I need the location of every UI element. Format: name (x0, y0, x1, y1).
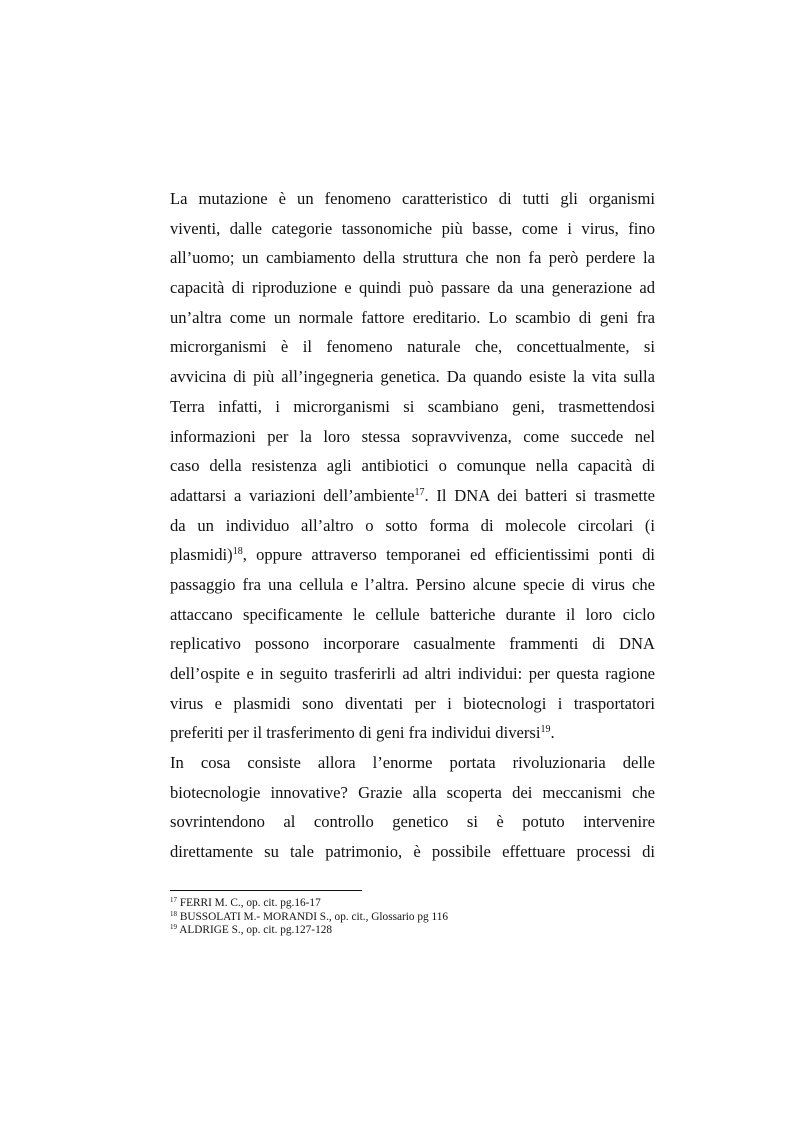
body-line: capacità di riproduzione e quindi può passare da una generazione ad (170, 278, 655, 298)
body-line-text: . Il DNA dei batteri si trasmette (424, 485, 655, 505)
body-line: viventi, dalle categorie tassonomiche più basse, come i virus, fino (170, 218, 655, 238)
body-line: dell’ospite e in seguito trasferirli ad altri individui: per questa ragione (170, 664, 655, 683)
body-line (170, 718, 655, 748)
body-line: attaccano specificamente le cellule batteriche durante il loro ciclo (170, 604, 655, 624)
body-line-text: plasmidi) (170, 545, 233, 565)
body-line: biotecnologie innovative? Grazie alla scoperta dei meccanismi che (170, 782, 655, 802)
body-line: passaggio fra una cellula e l’altra. Persino alcune specie di virus che (170, 574, 655, 594)
body-line: all’uomo; un cambiamento della struttura che non fa però perdere la (170, 248, 655, 268)
footnote-ref-18: 18 (232, 546, 243, 558)
body-line: virus e plasmidi sono diventati per i biotecnologi i trasportatori (170, 693, 655, 713)
body-line (170, 540, 655, 570)
footnote-ref-17: 17 (414, 486, 425, 498)
body-line: microrganismi è il fenomeno naturale che, concettualmente, si (170, 337, 655, 357)
footnote (170, 924, 655, 938)
footnote-number: 18 (170, 909, 177, 918)
body-line: avvicina di più all’ingegneria genetica. Da quando esiste la vita sulla (170, 367, 655, 387)
body-text (170, 184, 655, 867)
footnote-separator (170, 890, 362, 891)
body-line-text: , oppure attraverso temporanei ed efficientissimi ponti di (242, 545, 655, 565)
body-line: In cosa consiste allora l’enorme portata rivoluzionaria delle (170, 753, 655, 773)
body-line: replicativo possono incorporare casualmente frammenti di DNA (170, 634, 655, 654)
body-line: informazioni per la loro stessa sopravvivenza, come succede nel (170, 426, 655, 446)
body-line: caso della resistenza agli antibiotici o comunque nella capacità di (170, 456, 655, 476)
footnotes (170, 897, 655, 938)
footnote-number: 19 (170, 923, 177, 931)
body-line (170, 481, 655, 511)
body-line: La mutazione è un fenomeno caratteristico di tutti gli organismi (170, 189, 655, 208)
body-line-text: preferiti per il trasferimento di geni fra individui diversi (170, 723, 541, 743)
footnote-number: 17 (170, 896, 177, 904)
footnote-text: FERRI M. C., op. cit. pg.16-17 (179, 897, 321, 909)
body-line-text: . (550, 723, 555, 743)
footnote-text: BUSSOLATI M.- MORANDI S., op. cit., Glossario pg 116 (179, 910, 449, 923)
footnote (170, 897, 655, 911)
body-line: sovrintendono al controllo genetico si è potuto intervenire (170, 812, 655, 832)
footnote-text: ALDRIGE S., op. cit. pg.127-128 (179, 924, 333, 936)
body-line-text: adattarsi a variazioni dell’ambiente (170, 485, 415, 505)
body-line: Terra infatti, i microrganismi si scambiano geni, trasmettendosi (170, 396, 655, 416)
footnote (170, 911, 655, 925)
footnote-ref-19: 19 (540, 724, 551, 736)
body-line: un’altra come un normale fattore ereditario. Lo scambio di geni fra (170, 307, 655, 327)
body-line: da un individuo all’altro o sotto forma di molecole circolari (i (170, 515, 655, 535)
body-line: direttamente su tale patrimonio, è possibile effettuare processi di (170, 842, 655, 862)
